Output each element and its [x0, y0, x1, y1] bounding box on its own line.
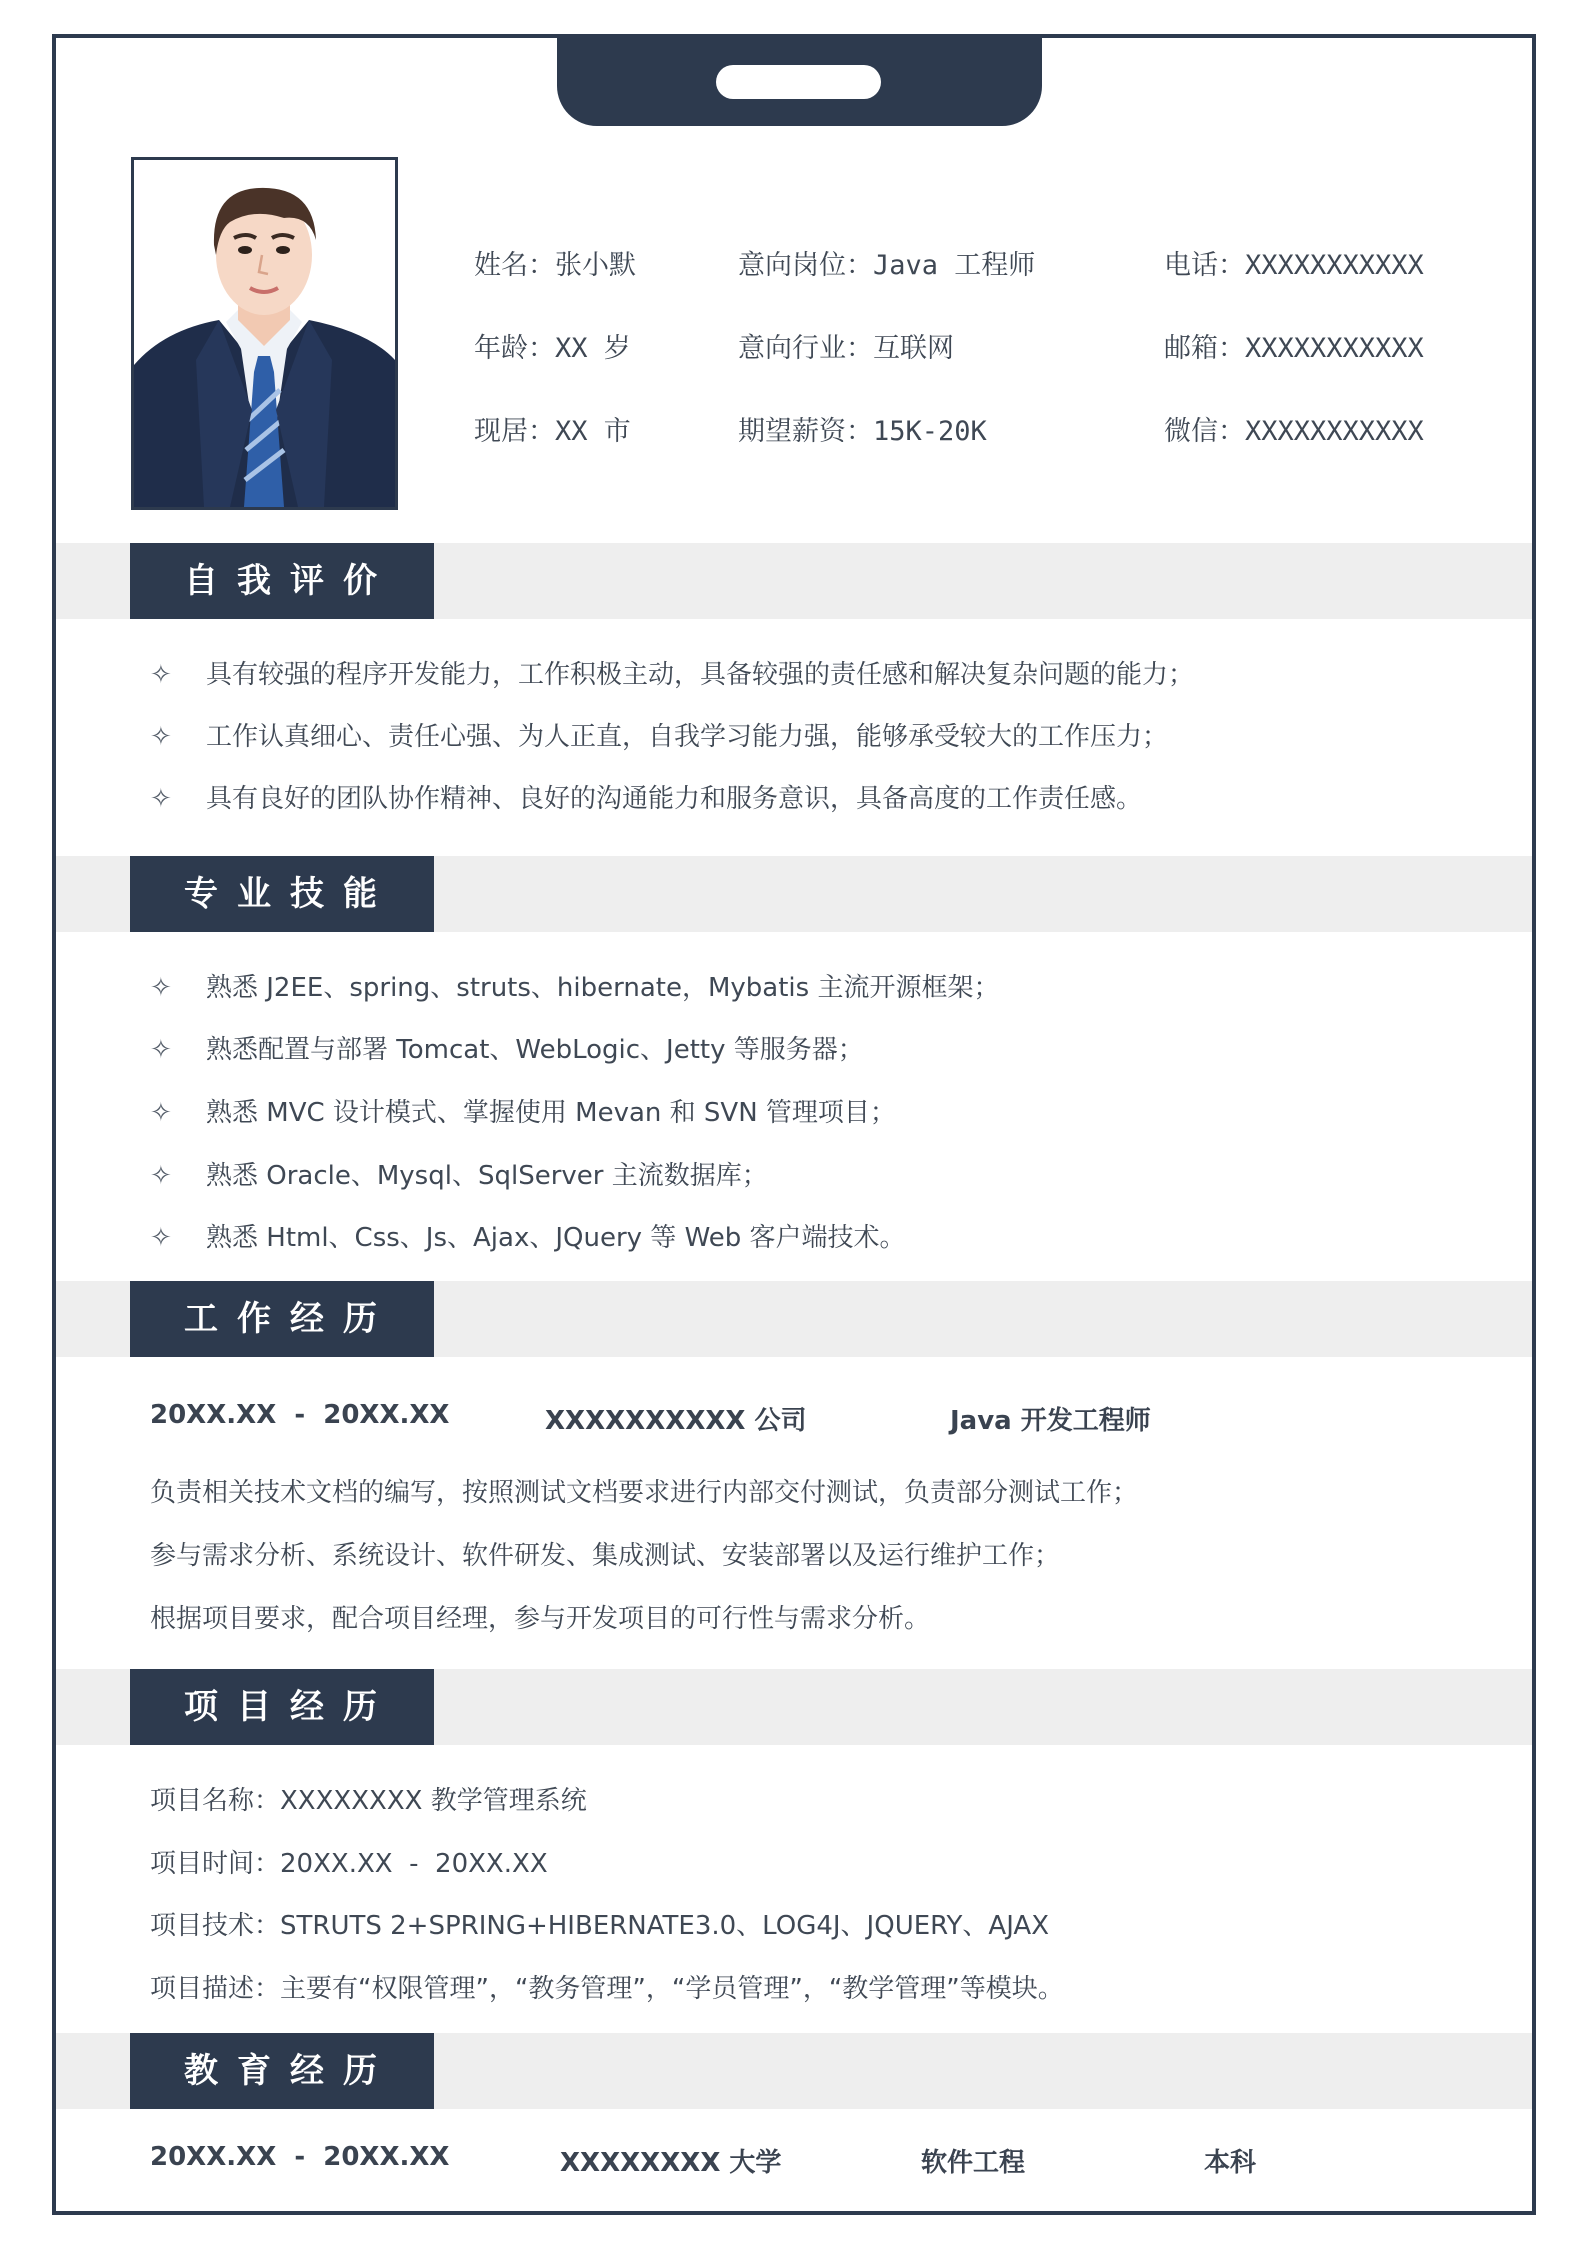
info-phone: 电话：XXXXXXXXXXX: [1164, 250, 1424, 281]
portrait-illustration: [134, 160, 395, 507]
sparkle-bullet-icon: ✧: [150, 1223, 172, 1253]
section-title-self-evaluation: 自我评价: [130, 543, 434, 619]
skill-item: ✧ 熟悉 MVC 设计模式、掌握使用 Mevan 和 SVN 管理项目；: [150, 1098, 896, 1128]
info-residence: 现居：XX 市: [474, 416, 631, 447]
education-degree: 本科: [1204, 2148, 1257, 2178]
section-title-education: 教育经历: [130, 2033, 434, 2109]
hanger-tab: [557, 34, 1042, 126]
section-title-skills: 专业技能: [130, 856, 434, 932]
info-position: 意向岗位：Java 工程师: [738, 250, 1036, 281]
section-title-project: 项目经历: [130, 1669, 434, 1745]
info-wechat: 微信：XXXXXXXXXXX: [1164, 416, 1424, 447]
project-tech: 项目技术：STRUTS 2+SPRING+HIBERNATE3.0、LOG4J、JQUERY、AJAX: [150, 1911, 1050, 1941]
section-title-work: 工作经历: [130, 1281, 434, 1357]
sparkle-bullet-icon: ✧: [150, 973, 172, 1003]
education-school: XXXXXXXX 大学: [560, 2148, 782, 2178]
work-duty-line: 根据项目要求，配合项目经理，参与开发项目的可行性与需求分析。: [150, 1604, 931, 1634]
work-role: Java 开发工程师: [950, 1406, 1151, 1436]
skill-item: ✧ 熟悉配置与部署 Tomcat、WebLogic、Jetty 等服务器；: [150, 1035, 864, 1065]
sparkle-bullet-icon: ✧: [150, 784, 172, 814]
project-name: 项目名称：XXXXXXXX 教学管理系统: [150, 1786, 587, 1816]
skill-item: ✧ 熟悉 Oracle、Mysql、SqlServer 主流数据库；: [150, 1161, 768, 1191]
sparkle-bullet-icon: ✧: [150, 1161, 172, 1191]
education-major: 软件工程: [921, 2148, 1026, 2178]
work-duty-line: 参与需求分析、系统设计、软件研发、集成测试、安装部署以及运行维护工作；: [150, 1541, 1061, 1571]
sparkle-bullet-icon: ✧: [150, 1098, 172, 1128]
info-name: 姓名：张小默: [474, 250, 636, 281]
education-period: 20XX.XX - 20XX.XX: [150, 2142, 450, 2172]
work-duty-line: 负责相关技术文档的编写，按照测试文档要求进行内部交付测试，负责部分测试工作；: [150, 1478, 1139, 1508]
self-evaluation-item: ✧ 工作认真细心、责任心强、为人正直，自我学习能力强，能够承受较大的工作压力；: [150, 722, 1169, 752]
info-age: 年龄：XX 岁: [474, 333, 631, 364]
info-salary: 期望薪资：15K-20K: [738, 416, 987, 447]
sparkle-bullet-icon: ✧: [150, 660, 172, 690]
work-company: XXXXXXXXXX 公司: [545, 1406, 807, 1436]
skill-item: ✧ 熟悉 Html、Css、Js、Ajax、JQuery 等 Web 客户端技术。: [150, 1223, 906, 1253]
project-description: 项目描述：主要有“权限管理”，“教务管理”，“学员管理”，“教学管理”等模块。: [150, 1974, 1064, 2004]
profile-photo: [131, 157, 398, 510]
project-time: 项目时间：20XX.XX - 20XX.XX: [150, 1849, 548, 1879]
sparkle-bullet-icon: ✧: [150, 722, 172, 752]
info-email: 邮箱：XXXXXXXXXXX: [1164, 333, 1424, 364]
hanger-slot: [716, 65, 881, 99]
work-period: 20XX.XX - 20XX.XX: [150, 1400, 450, 1430]
info-industry: 意向行业：互联网: [738, 333, 954, 364]
self-evaluation-item: ✧ 具有较强的程序开发能力，工作积极主动，具备较强的责任感和解决复杂问题的能力；: [150, 660, 1195, 690]
self-evaluation-item: ✧ 具有良好的团队协作精神、良好的沟通能力和服务意识，具备高度的工作责任感。: [150, 784, 1143, 814]
skill-item: ✧ 熟悉 J2EE、spring、struts、hibernate，Mybatis 主流开源框架；: [150, 973, 1000, 1003]
sparkle-bullet-icon: ✧: [150, 1035, 172, 1065]
